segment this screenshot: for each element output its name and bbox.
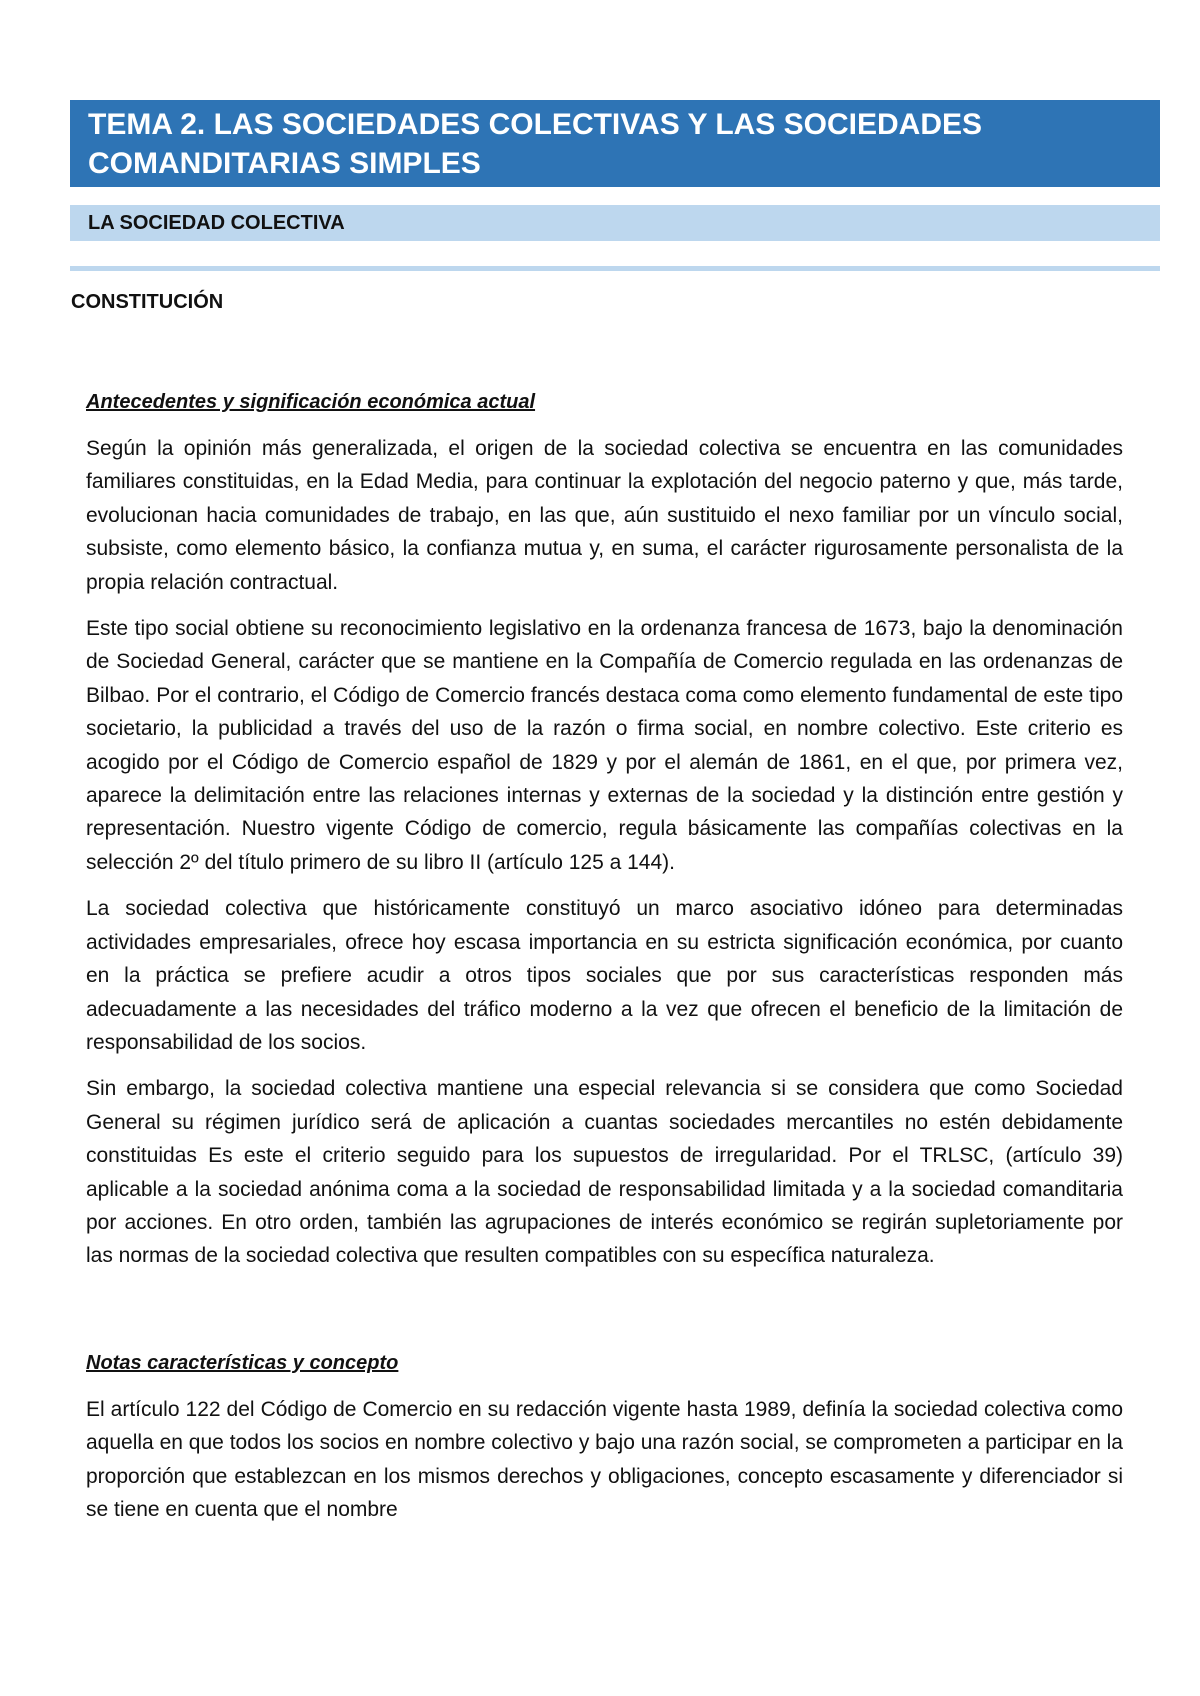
paragraph: Sin embargo, la sociedad colectiva mantiene una especial relevancia si se considera que como Sociedad General su régimen jurídico será de aplicación a cuantas sociedades mercantiles no estén debidamente constituidas Es este el criterio seguido para los supuestos de irregularidad. Por el TRLSC, (artículo 39) aplicable a la sociedad anónima coma a la sociedad de responsabilidad limitada y a la sociedad comanditaria por acciones. En otro orden, también las agrupaciones de interés económico se regirán supletoriamente por las normas de la sociedad colectiva que resulten compatibles con su específica naturaleza.	[86, 1077, 1123, 1268]
section-heading: LA SOCIEDAD COLECTIVA	[88, 212, 345, 234]
paragraph: La sociedad colectiva que históricamente constituyó un marco asociativo idóneo para determinadas actividades empresariales, ofrece hoy escasa importancia en su estricta significación económica, por cuanto en la práctica se prefiere acudir a otros tipos sociales que por sus características responden más adecuadamente a las necesidades del tráfico moderno a la vez que ofrecen el beneficio de la limitación de responsabilidad de los socios.	[86, 897, 1123, 1054]
block-heading-notas: Notas características y concepto	[86, 1351, 399, 1374]
document-title: TEMA 2. LAS SOCIEDADES COLECTIVAS Y LAS SOCIEDADES COMANDITARIAS SIMPLES	[88, 108, 983, 180]
block-heading-antecedentes: Antecedentes y significación económica actual	[86, 391, 536, 413]
paragraph: Este tipo social obtiene su reconocimiento legislativo en la ordenanza francesa de 1673, bajo la denominación de Sociedad General, carácter que se mantiene en la Compañía de Comercio regulada en las ordenanzas de Bilbao. Por el contrario, el Código de Comercio francés destaca coma como elemento fundamental de este tipo societario, la publicidad a través del uso de la razón o firma social, en nombre colectivo. Este criterio es acogido por el Código de Comercio español de 1829 y por el alemán de 1861, en el que, por primera vez, aparece la delimitación entre las relaciones internas y externas de la sociedad y la distinción entre gestión y representación. Nuestro vigente Código de comercio, regula básicamente las compañías colectivas en la selección 2º del título primero de su libro II (artículo 125 a 144).	[86, 617, 1123, 874]
subsection-heading: CONSTITUCIÓN	[71, 291, 224, 313]
document-body	[86, 388, 1123, 1526]
title-banner	[70, 100, 1160, 187]
paragraph: Según la opinión más generalizada, el origen de la sociedad colectiva se encuentra en las comunidades familiares constituidas, en la Edad Media, para continuar la explotación del negocio paterno y que, más tarde, evolucionan hacia comunidades de trabajo, en las que, aún sustituido el nexo familiar por un vínculo social, subsiste, como elemento básico, la confianza mutua y, en suma, el carácter rigurosamente personalista de la propia relación contractual.	[86, 437, 1123, 594]
section-divider	[70, 266, 1160, 271]
paragraph: El artículo 122 del Código de Comercio en su redacción vigente hasta 1989, definía la sociedad colectiva como aquella en que todos los socios en nombre colectivo y bajo una razón social, se comprometen a participar en la proporción que establezcan en los mismos derechos y obligaciones, concepto escasamente y diferenciador si se tiene en cuenta que el nombre	[86, 1397, 1123, 1521]
section-bar	[70, 205, 1160, 241]
